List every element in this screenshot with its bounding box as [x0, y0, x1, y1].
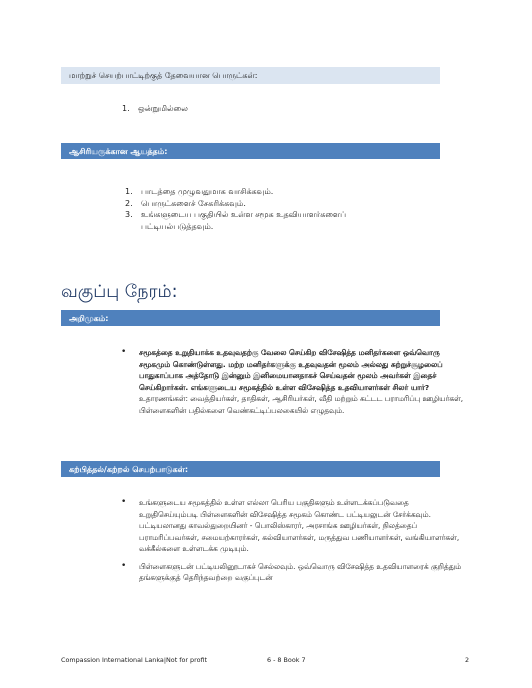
list-item — [122, 103, 422, 115]
introduction-plain-text: உதாரணங்கள்: வைத்தியர்கள், தாதிகள், ஆசிரியர்கள், வீதி மற்றும் கட்டட பராமரிப்பு ஊழியர்கள், பிள்ளைகளின் பதில்களை வெண்கட்டிப்பலகையில் எழுதவும். — [139, 394, 464, 415]
materials-list — [122, 103, 422, 115]
list-item-number: 1. — [125, 187, 133, 196]
list-item — [125, 186, 385, 198]
list-item-number: 3. — [125, 210, 133, 219]
activities-section-bar — [61, 461, 440, 477]
list-item-text: பாடத்தை முழுவதுமாக வாசிக்கவும். — [141, 187, 274, 196]
list-item-text: பொருட்களைச் சேகரிக்கவும். — [141, 198, 246, 208]
list-item-number: 2. — [125, 198, 133, 208]
list-item — [121, 497, 466, 555]
footer-page-number: 2 — [465, 656, 470, 664]
list-item — [125, 209, 385, 232]
bullet-icon: • — [121, 497, 127, 507]
activities-list — [121, 497, 466, 590]
teacher-prep-list — [125, 186, 385, 232]
teacher-prep-section-title: ஆசிரியருக்கான ஆயத்தம்: — [69, 147, 168, 156]
list-item — [121, 347, 466, 416]
footer-organization: Compassion International Lanka|Not for profit — [61, 656, 208, 664]
introduction-section-title: அறிமுகம்: — [69, 314, 109, 323]
bullet-icon: • — [121, 347, 127, 357]
list-item-text: ஒன்றுமில்லை — [138, 104, 188, 113]
footer-book: 6 - 8 Book 7 — [267, 656, 306, 664]
class-time-heading: வகுப்பு நேரம்: — [61, 282, 178, 302]
materials-section-bar — [61, 67, 440, 84]
list-item-text: உங்களுடைய சமூகத்தில் உள்ள எல்லா பெரிய பகுதிகளும் உள்ளடக்கப்படுவதை உறுதிசெய்யும்படி பிள்ளைகளின் விசேஷித்த சமூகம் கொண்ட பட்டியலுடன் சேர்க்கவும். பட்டியலானது காவல்துறையினர் - பொலிஸ்காரர், அரசாங்க ஊழியர்கள், நிலத்தைப் பராமரிப்பவர்கள், சமையற்காரர்கள், கல்வியாளர்கள், மருத்துவ பணியாளர்கள், வங்கியாளர்கள், வக்கீல்களை உள்ளடக்க முடியும். — [139, 498, 460, 553]
list-item — [125, 198, 385, 210]
activities-section-title: கற்பித்தல்/கற்றல் செயற்பாடுகள்: — [69, 465, 189, 474]
list-item-text: பிள்ளைகளுடன் பட்டியலினூடாகச் செல்லவும். ஒவ்வொரு விசேஷித்த உதவியாளரைக் குறித்தும் தங்களுக்குத் தெரிந்தவற்றை வகுப்புடன் — [139, 561, 462, 582]
introduction-list — [121, 347, 466, 422]
list-item-text: உங்களுடைய பகுதியில் உள்ள சமூக உதவியாளர்களைப் பட்டியல்படுத்தவும். — [141, 210, 347, 231]
bullet-icon: • — [121, 560, 127, 571]
introduction-bold-text: சமூகத்தை உறுதியாக்க உதவுவதற்கு வேலை செய்கிற விசேஷித்த மனிதர்களை ஒவ்வொரு சமூகமும் கொண்டுள்ளது. மற்ற மனிதர்களுக்கு உதவுவதன் மூலம் அல்லது சுற்றுச்சூழலைப் பாதுகாப்பாக அத்தோடு இன்னும் இனிமையானதாகச் செய்வதன் மூலம் அவர்கள் இதைச் செய்கிறார்கள். எங்களுடைய சமூகத்தில் உள்ள விசேஷித்த உதவியாளர்கள் சிலர் யார்? — [139, 348, 443, 392]
teacher-prep-section-bar — [61, 143, 440, 159]
list-item-number: 1. — [122, 104, 130, 113]
list-item — [121, 561, 466, 584]
introduction-section-bar — [61, 310, 440, 326]
materials-section-title: மாற்றுச் செயற்பாட்டிற்குத் தேவையான பொருட்கள்: — [69, 71, 258, 80]
